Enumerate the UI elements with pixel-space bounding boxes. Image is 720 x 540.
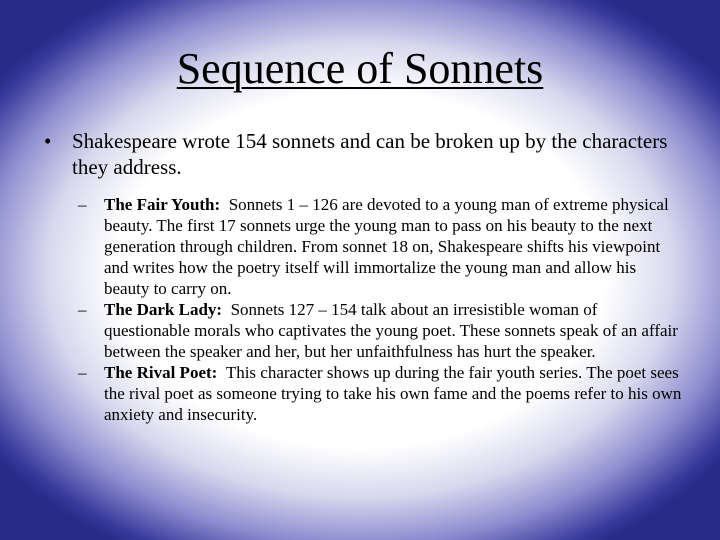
sub-bullet-fair-youth xyxy=(44,194,684,299)
sub-bullet-heading: The Fair Youth: xyxy=(104,195,229,214)
sub-bullet-heading: The Rival Poet: xyxy=(104,363,226,382)
sub-bullet-rival-poet xyxy=(44,362,684,425)
bullet-marker: • xyxy=(44,129,52,153)
sub-bullet-heading: The Dark Lady: xyxy=(104,300,231,319)
sub-bullet-text: Sonnets 1 – 126 are devoted to a young man of extreme physical beauty. The first 17 sonnets urge the young man to pass on his beauty to the next generation through children. From sonnet 18 on, Shakespeare shifts his viewpoint and writes how the poetry itself will immortalize the young man and allow his beauty to carry on. xyxy=(104,195,669,298)
dash-marker: – xyxy=(78,363,87,382)
dash-marker: – xyxy=(78,300,87,319)
dash-marker: – xyxy=(78,195,87,214)
main-bullet-text: Shakespeare wrote 154 sonnets and can be broken up by the characters they address. xyxy=(72,129,668,179)
sub-bullet-dark-lady xyxy=(44,299,684,362)
main-bullet xyxy=(44,128,694,180)
slide-title: Sequence of Sonnets xyxy=(176,44,544,93)
sub-bullet-text: Sonnets 127 – 154 talk about an irresistible woman of questionable morals who captivates the young poet. These sonnets speak of an affair between the speaker and her, but her unfaithfulness has hurt the speaker. xyxy=(104,300,678,361)
slide-content xyxy=(44,128,694,425)
sub-bullet-text: This character shows up during the fair youth series. The poet sees the rival poet as someone trying to take his own fame and the poems refer to his own anxiety and insecurity. xyxy=(104,363,682,424)
